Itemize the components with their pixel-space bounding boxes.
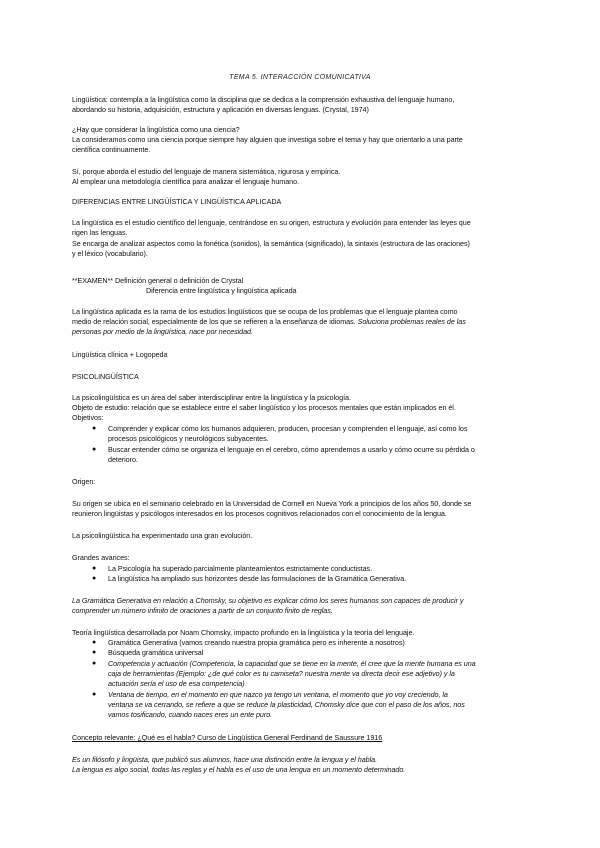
si-line1: Sí, porque aborda el estudio del lenguaje de manera sistemática, rigurosa y empírica.	[72, 167, 341, 176]
teoria-item-4-line2: ventana se va cerrando, se refiere a que se reduce la plasticidad, Chomsky dice que con el paso de los años, nos	[108, 700, 465, 709]
saussure-line2: La lengua es algo social, todas las reglas y el habla es el uso de una lengua en un momento determinado.	[72, 765, 406, 774]
saussure-line1: Es un filósofo y lingüista, que publicó sus alumnos, hace una distinción entre la lengua y el habla.	[72, 755, 378, 764]
origen-label: Origen:	[72, 477, 96, 486]
bullet-icon: ●	[92, 639, 97, 646]
aplicada-line2-italic: Soluciona problemas reales de las	[355, 317, 466, 326]
heading-psicolinguistica: PSICOLINGÜÍSTICA	[72, 372, 139, 381]
diferencias-line3: Se encarga de analizar aspectos como la fonética (sonidos), la semántica (significado), la sintaxis (estructura de las oraciones)	[72, 239, 470, 248]
teoria-item-4-line3: vamos tosificando, cuando naces eres un ente puro.	[108, 710, 273, 719]
bullet-icon: ●	[92, 446, 97, 453]
aplicada-line2-text: medio de relación social, especialmente de los que se refieren a la enseñanza de idiomas.	[72, 317, 356, 326]
teoria-item-3-line3: actuación sería el uso de esa competencia)	[108, 679, 245, 688]
page-title: TEMA 5. INTERACCIÓN COMUNICATIVA	[229, 74, 371, 81]
answer-ciencia-line2: científica continuamente.	[72, 145, 151, 154]
linguistica-definition-line1: Lingüística: contempla a la lingüística como la disciplina que se dedica a la comprensión exhaustiva del lenguaje humano,	[72, 95, 455, 104]
examen-note-line2: Diferencia entre lingüística y lingüística aplicada	[146, 286, 297, 295]
bullet-icon: ●	[92, 691, 97, 698]
evolucion-text: La psicolingüística ha experimentado una gran evolución.	[72, 531, 253, 540]
origen-line1: Su origen se ubica en el seminario celebrado en la Universidad de Cornell en Nueva York a principios de los años 50, donde se	[72, 499, 472, 508]
aplicada-line1: La lingüística aplicada es la rama de los estudios lingüísticos que se ocupa de los problemas que el lenguaje plantea como	[72, 307, 458, 316]
question-ciencia: ¿Hay que considerar la lingüística como una ciencia?	[72, 125, 240, 134]
gramatica-line2: comprender un número infinito de oraciones a partir de un conjunto finito de reglas.	[72, 606, 333, 615]
diferencias-line1: La lingüística es el estudio científico del lenguaje, centrándose en su origen, estructura y evolución para entender las leyes que	[72, 218, 471, 227]
gramatica-line1: La Gramática Generativa en relación a Chomsky, su objetivo es explicar cómo los seres humanos son capaces de producir y	[72, 596, 464, 605]
bullet-icon: ●	[92, 425, 97, 432]
aplicada-line3: personas por medio de la lingüística, nace por necesidad.	[72, 327, 253, 336]
bullet-icon: ●	[92, 575, 97, 582]
teoria-item-4-line1: Ventana de tiempo, en el momento en que nazco ya tengo un ventana, el momento que yo voy creciendo, la	[108, 690, 448, 699]
concepto-relevante: Concepto relevante: ¿Qué es el habla? Curso de Lingüística General Ferdinand de Saussure 1916	[72, 733, 383, 742]
objetivo-1-line1: Comprender y explicar cómo los humanos adquieren, producen, procesan y comprenden el lenguaje, así como los	[108, 424, 468, 433]
objetivo-2-line1: Buscar entender cómo se organiza el lenguaje en el cerebro, cómo aprendemos a usarlo y cómo ocurre su pérdida o	[108, 445, 475, 454]
examen-note-line1: **EXAMEN** Definición general o definición de Crystal	[72, 276, 244, 285]
diferencias-line4: y el léxico (vocabulario).	[72, 249, 148, 258]
bullet-icon: ●	[92, 649, 97, 656]
aplicada-line2	[72, 317, 466, 327]
si-line2: Al emplear una metodología científica para analizar el lenguaje humano.	[72, 177, 299, 186]
objetivo-2-line2: deterioro.	[108, 455, 138, 464]
teoria-item-3-line1: Competencia y actuación (Competencia, la capacidad que se tiene en la mente, él cree que la mente humana es una	[108, 659, 476, 668]
linguistica-clinica: Lingüística clínica + Logopeda	[72, 350, 168, 359]
teoria-item-1: Gramática Generativa (vamos creando nuestra propia gramática pero es inherente a nosotros)	[108, 638, 405, 647]
avance-1: La Psicología ha superado parcialmente planteamientos estrictamente conductistas.	[108, 564, 373, 573]
bullet-icon: ●	[92, 660, 97, 667]
teoria-item-2: Búsqueda gramática universal	[108, 648, 204, 657]
avances-label: Grandes avances:	[72, 553, 130, 562]
psico-intro-line1: La psicolingüística es un área del saber interdisciplinar entre la lingüística y la psicología.	[72, 393, 351, 402]
diferencias-line2: rigen las lenguas.	[72, 228, 128, 237]
objetivo-1-line2: procesos psicológicos y neurológicos subyacentes.	[108, 434, 269, 443]
teoria-text: Teoría lingüística desarrollada por Noam Chomsky, impacto profundo en la lingüística y la teoría del lenguaje.	[72, 628, 415, 637]
avance-2: La lingüística ha ampliado sus horizontes desde las formulaciones de la Gramática Generativa.	[108, 574, 407, 583]
origen-line2: reunieron lingüistas y psicólogos interesados en los procesos cognitivos relacionados con el conocimiento de la lengua.	[72, 509, 447, 518]
teoria-item-3-line2: caja de herramientas (Ejemplo: ¿de qué color es tu camiseta? nuestra mente va directa decir ese adjetivo) y la	[108, 669, 455, 678]
linguistica-definition-line2: abordando su historia, adquisición, estructura y aplicación en diversas lenguas. (Crystal, 1974)	[72, 105, 369, 114]
psico-intro-line3: Objetivos:	[72, 413, 104, 422]
bullet-icon: ●	[92, 565, 97, 572]
heading-diferencias: DIFERENCIAS ENTRE LINGÜÍSTICA Y LINGÜÍSTICA APLICADA	[72, 197, 282, 206]
psico-intro-line2: Objeto de estudio: relación que se establece entre el saber lingüístico y los procesos mentales que están implicados en él.	[72, 403, 456, 412]
answer-ciencia-line1: La consideramos como una ciencia porque siempre hay alguien que investiga sobre el tema y hay que orientarlo a una parte	[72, 135, 463, 144]
